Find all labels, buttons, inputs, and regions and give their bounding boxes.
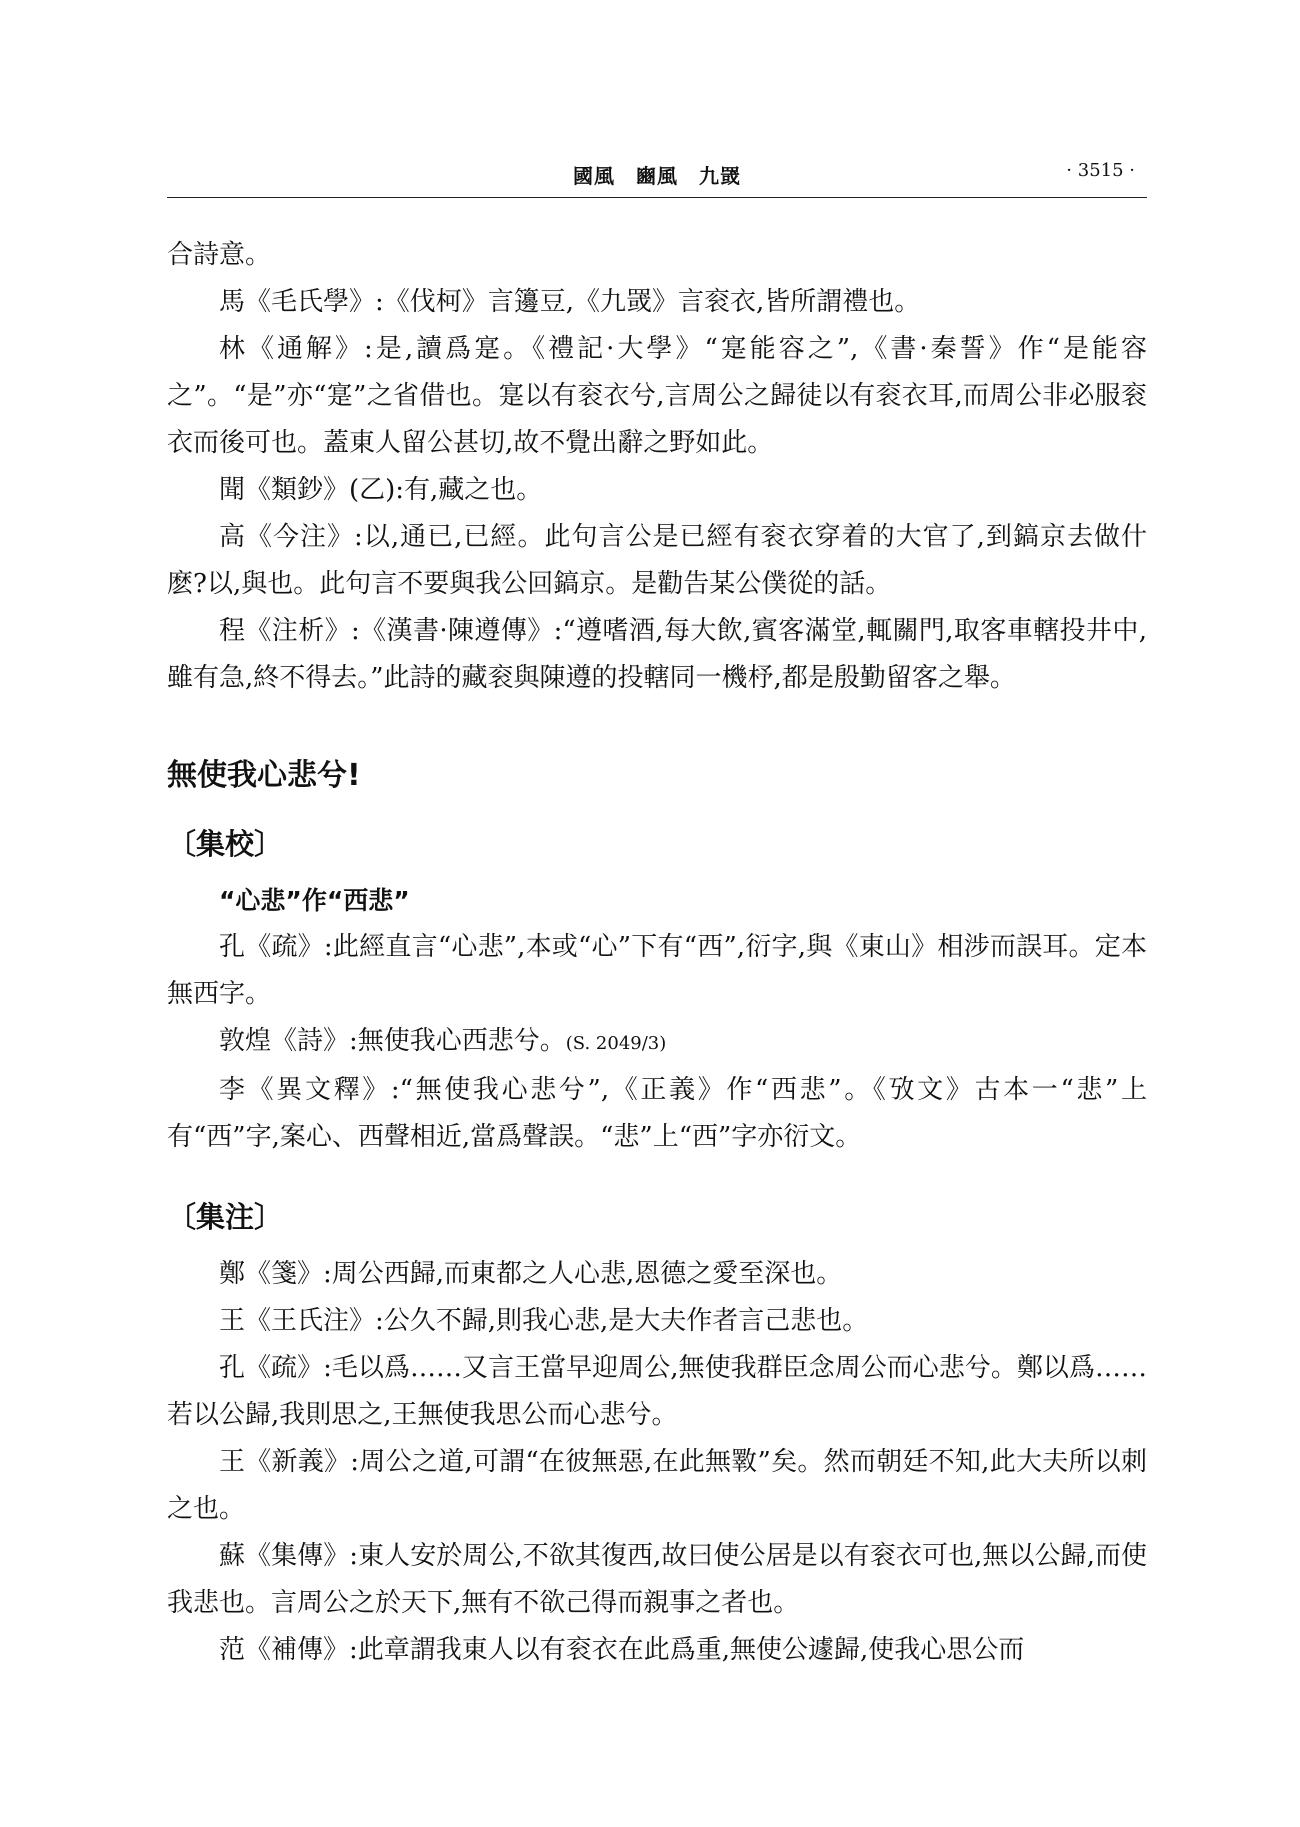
paragraph: 合詩意。 bbox=[167, 240, 272, 270]
header-rule bbox=[167, 197, 1147, 198]
paragraph: 王《王氏注》:公久不歸,則我心悲,是大夫作者言己悲也。 bbox=[219, 1306, 869, 1336]
jijiao-heading: 〔集校〕 bbox=[167, 827, 284, 861]
page-number: · 3515 · bbox=[1066, 160, 1135, 181]
variant-title: “心悲”作“西悲” bbox=[219, 886, 410, 915]
paragraph: 林《通解》:是,讀爲寔。《禮記·大學》“寔能容之”,《書·秦誓》作“是能容之”。“是”亦“寔”之省借也。寔以有衮衣兮,言周公之歸徒以有衮衣耳,而周公非必服衮衣而後可也。蓋東人留公甚切,故不覺出辭之野如此。 bbox=[167, 334, 1147, 458]
paragraph: 鄭《箋》:周公西歸,而東都之人心悲,恩德之愛至深也。 bbox=[219, 1259, 843, 1289]
paragraph: 蘇《集傳》:東人安於周公,不欲其復西,故曰使公居是以有衮衣可也,無以公歸,而使我悲也。言周公之於天下,無有不欲己得而親事之者也。 bbox=[167, 1541, 1147, 1618]
section-title: 無使我心悲兮! bbox=[167, 758, 361, 793]
running-header-title: 國風 豳風 九罭 bbox=[573, 164, 741, 188]
paragraph: 高《今注》:以,通已,已經。此句言公是已經有衮衣穿着的大官了,到鎬京去做什麽?以,與也。此句言不要與我公回鎬京。是勸告某公僕從的話。 bbox=[167, 522, 1147, 599]
paragraph: 范《補傳》:此章謂我東人以有衮衣在此爲重,無使公遽歸,使我心思公而 bbox=[219, 1635, 1025, 1665]
paragraph: 聞《類鈔》(乙):有,藏之也。 bbox=[219, 475, 543, 505]
paragraph: 孔《疏》:此經直言“心悲”,本或“心”下有“西”,衍字,與《東山》相涉而誤耳。定本無西字。 bbox=[167, 932, 1147, 1009]
paragraph: 程《注析》:《漢書·陳遵傳》:“遵嗜酒,每大飲,賓客滿堂,輒關門,取客車轄投井中,雖有急,終不得去。”此詩的藏衮與陳遵的投轄同一機杼,都是殷勤留客之舉。 bbox=[167, 616, 1147, 693]
paragraph bbox=[167, 1018, 1147, 1067]
paragraph: 馬《毛氏學》:《伐柯》言籩豆,《九罭》言衮衣,皆所謂禮也。 bbox=[219, 287, 921, 317]
paragraph: 李《異文釋》:“無使我心悲兮”,《正義》作“西悲”。《攷文》古本一“悲”上有“西”字,案心、西聲相近,當爲聲誤。“悲”上“西”字亦衍文。 bbox=[167, 1075, 1147, 1152]
page-body bbox=[167, 232, 1147, 1674]
paragraph: 孔《疏》:毛以爲……又言王當早迎周公,無使我群臣念周公而心悲兮。鄭以爲……若以公歸,我則思之,王無使我思公而心悲兮。 bbox=[167, 1353, 1147, 1430]
jizhu-heading: 〔集注〕 bbox=[167, 1200, 284, 1234]
dunhuang-text: 敦煌《詩》:無使我心西悲兮。 bbox=[219, 1026, 566, 1056]
paragraph: 王《新義》:周公之道,可謂“在彼無惡,在此無斁”矣。然而朝廷不知,此大夫所以刺之也。 bbox=[167, 1447, 1147, 1524]
running-header bbox=[167, 160, 1147, 196]
manuscript-reference: (S. 2049/3) bbox=[565, 1033, 667, 1054]
